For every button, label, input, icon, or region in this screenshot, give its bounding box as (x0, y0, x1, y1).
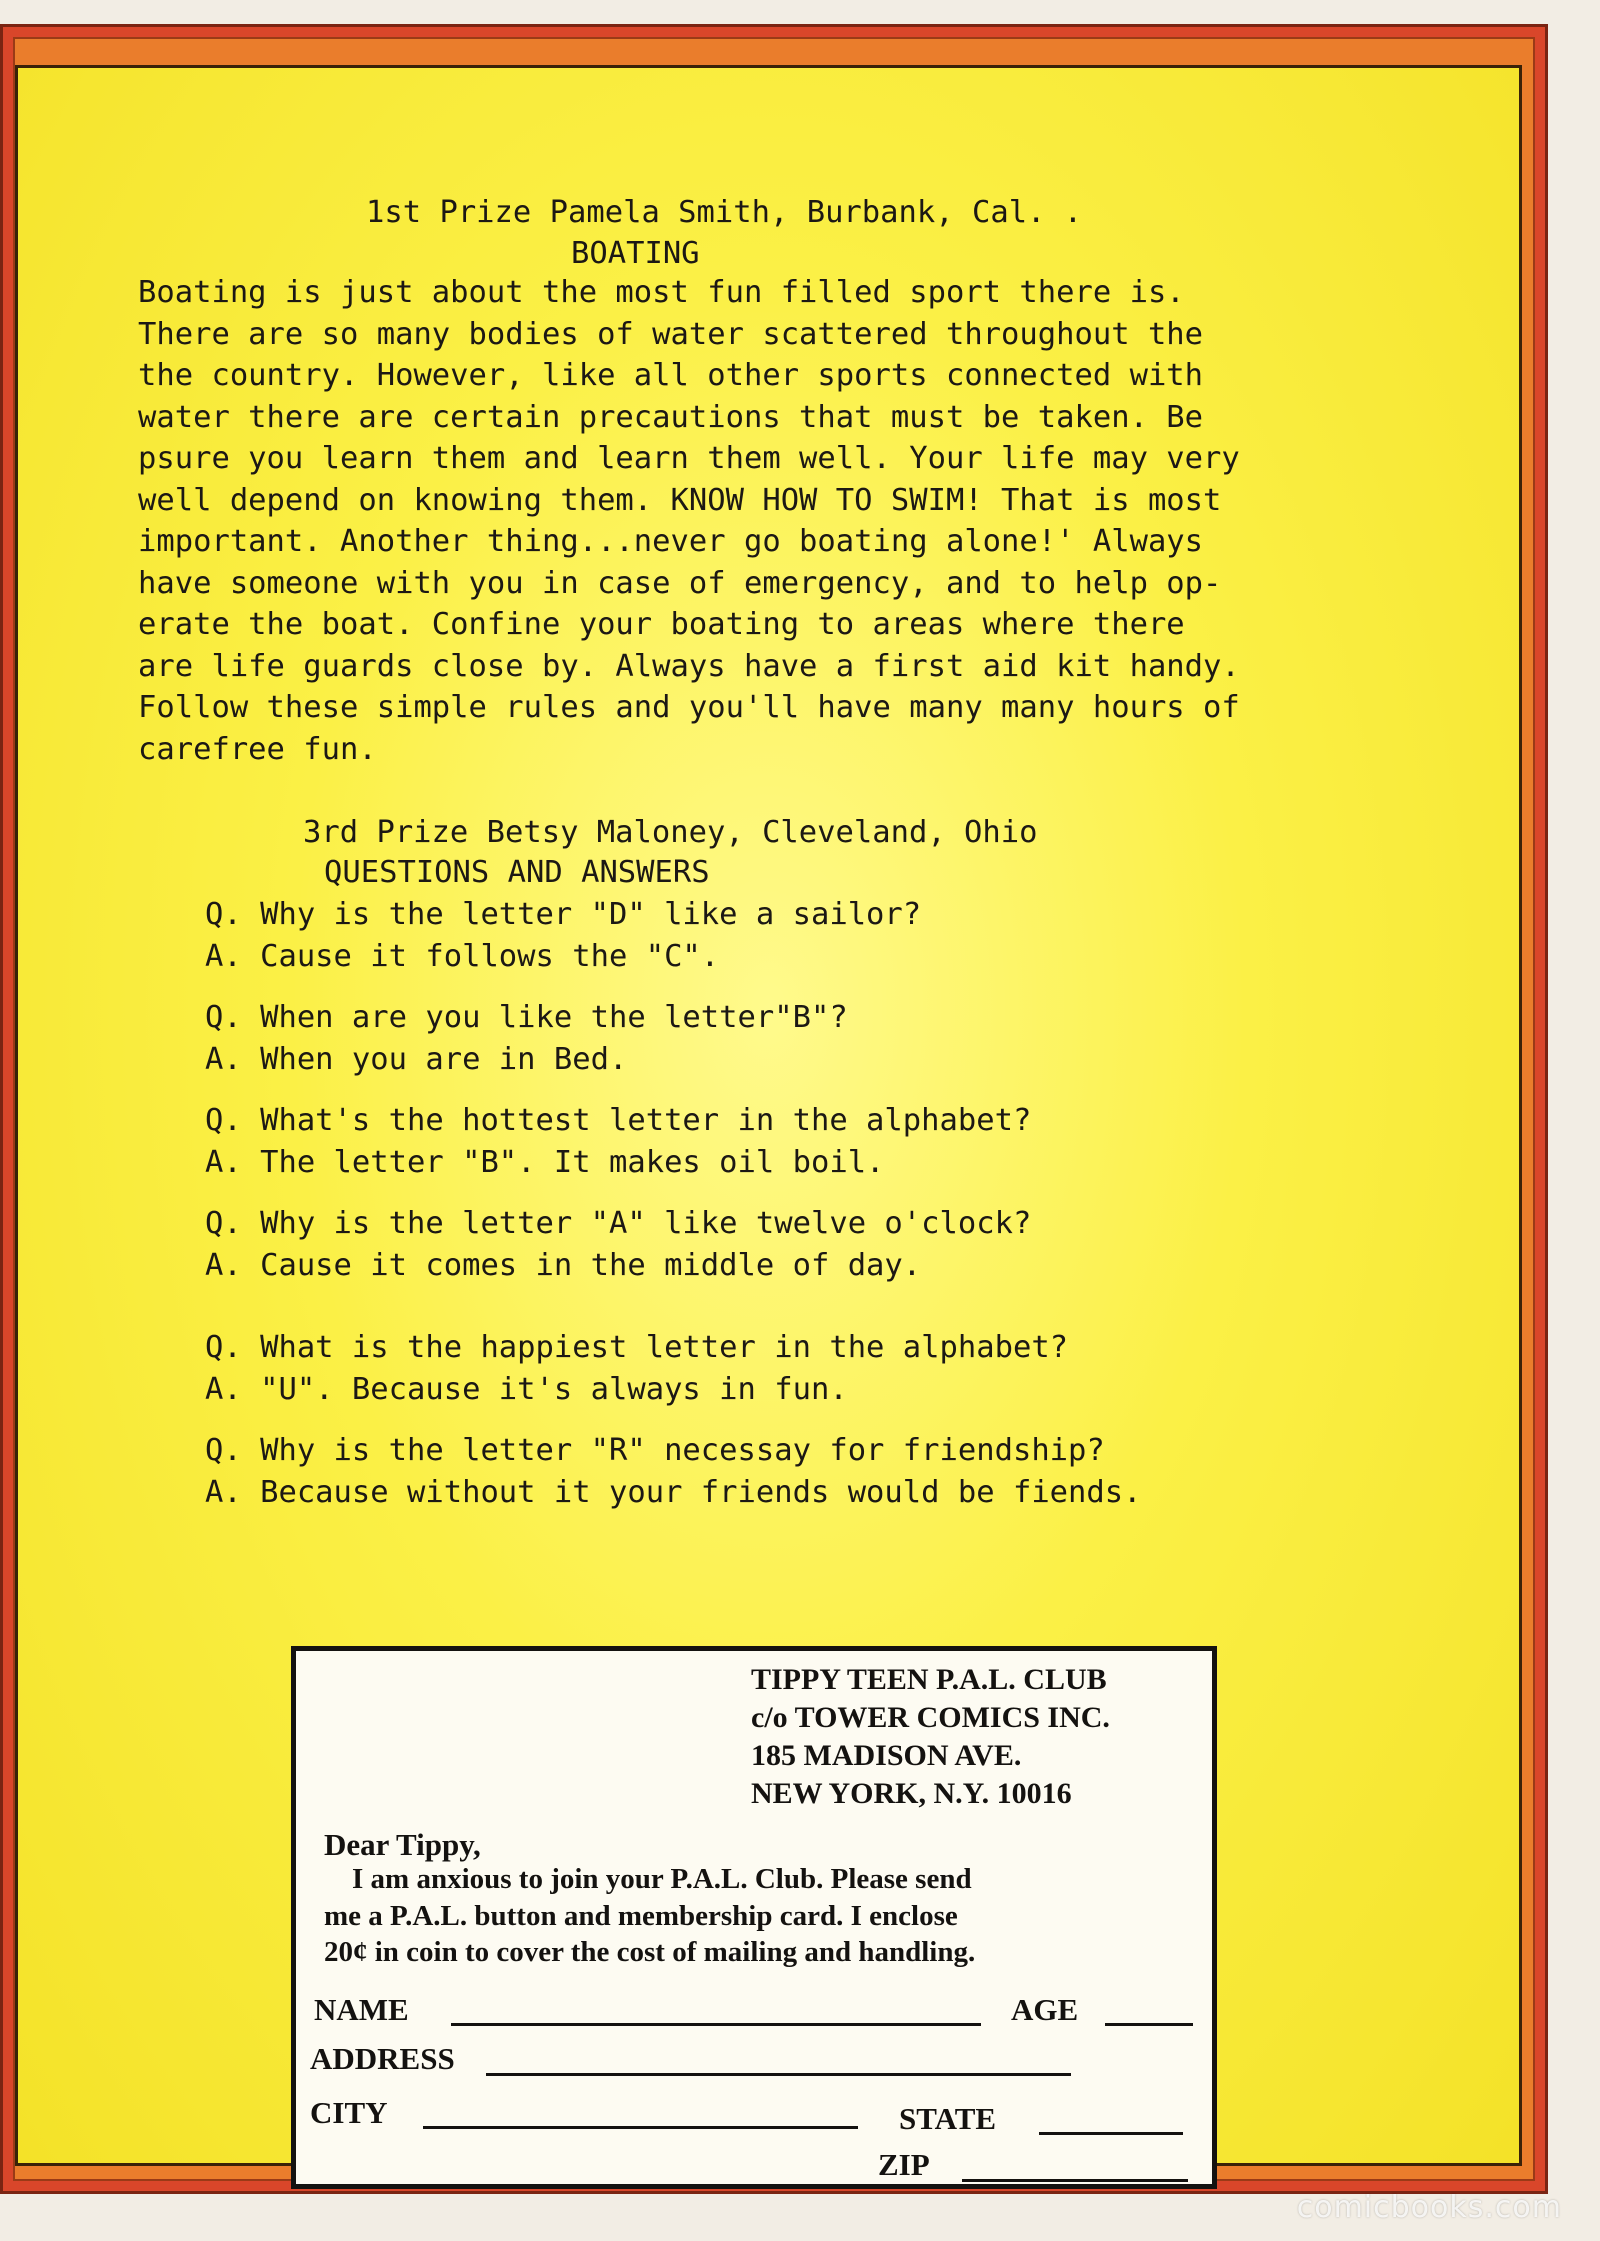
body-line: I am anxious to join your P.A.L. Club. Please send (352, 1863, 972, 1895)
city-field[interactable] (423, 2126, 858, 2129)
qa-item (205, 1430, 1142, 1513)
boating-heading: BOATING (571, 236, 700, 271)
state-field[interactable] (1039, 2132, 1183, 2135)
answer: A. Cause it follows the "C". (205, 938, 720, 974)
zip-label: ZIP (878, 2147, 930, 2182)
answer: A. When you are in Bed. (205, 1041, 628, 1077)
mailing-address (751, 1661, 1110, 1813)
question: Q. Why is the letter "R" necessay for friendship? (205, 1433, 1105, 1468)
essay-line: carefree fun. (138, 731, 377, 767)
yellow-panel (15, 65, 1522, 2182)
essay-line: important. Another thing...never go boating alone!' Always (138, 524, 1204, 559)
essay-line: psure you learn them and learn them well. Your life may very (138, 441, 1240, 476)
qa-item (205, 1327, 1068, 1410)
question: Q. What's the hottest letter in the alphabet? (205, 1103, 1032, 1138)
address-field[interactable] (486, 2073, 1071, 2076)
answer: A. Cause it comes in the middle of day. (205, 1247, 922, 1283)
question: Q. When are you like the letter"B"? (205, 1000, 848, 1035)
address-label: ADDRESS (310, 2041, 455, 2076)
qa-item (205, 997, 848, 1080)
essay-line: water there are certain precautions that must be taken. Be (138, 399, 1204, 435)
essay-line: are life guards close by. Always have a first aid kit handy. (138, 648, 1240, 684)
zip-field[interactable] (962, 2179, 1188, 2182)
question: Q. What is the happiest letter in the alphabet? (205, 1330, 1069, 1365)
coupon-body (324, 1861, 975, 1971)
essay-line: There are so many bodies of water scattered throughout the (138, 316, 1204, 352)
essay-line: have someone with you in case of emergency, and to help op- (138, 565, 1222, 601)
name-field[interactable] (451, 2023, 981, 2026)
membership-coupon (291, 1646, 1217, 2189)
essay-line: erate the boat. Confine your boating to areas where there (138, 607, 1185, 642)
address-line: NEW YORK, N.Y. 10016 (751, 1777, 1072, 1810)
essay-line: Boating is just about the most fun filled sport there is. (138, 275, 1185, 310)
third-prize-line: 3rd Prize Betsy Maloney, Cleveland, Ohio (303, 815, 1038, 850)
qa-item (205, 894, 921, 977)
body-line: me a P.A.L. button and membership card. I enclose (324, 1899, 958, 1932)
essay-line: well depend on knowing them. KNOW HOW TO SWIM! That is most (138, 482, 1222, 518)
comic-page (0, 24, 1548, 2194)
address-line: 185 MADISON AVE. (751, 1739, 1022, 1772)
essay-line: the country. However, like all other sports connected with (138, 358, 1204, 393)
page-frame (13, 37, 1535, 2181)
site-watermark: comicbooks.com (1296, 2190, 1562, 2225)
answer: A. "U". Because it's always in fun. (205, 1371, 848, 1407)
age-label: AGE (1011, 1992, 1079, 2027)
age-field[interactable] (1105, 2023, 1193, 2026)
first-prize-line: 1st Prize Pamela Smith, Burbank, Cal. . (366, 195, 1083, 230)
question: Q. Why is the letter "A" like twelve o'clock? (205, 1206, 1032, 1241)
qa-item (205, 1100, 1031, 1183)
essay-line: Follow these simple rules and you'll have many many hours of (138, 690, 1240, 725)
city-label: CITY (310, 2095, 388, 2130)
qa-item (205, 1203, 1031, 1286)
name-label: NAME (314, 1992, 409, 2027)
state-label: STATE (899, 2101, 997, 2136)
body-line: 20¢ in coin to cover the cost of mailing and handling. (324, 1936, 976, 1968)
boating-essay (138, 272, 1240, 770)
answer: A. The letter "B". It makes oil boil. (205, 1144, 885, 1180)
answer: A. Because without it your friends would be fiends. (205, 1474, 1142, 1510)
qa-heading: QUESTIONS AND ANSWERS (324, 855, 710, 890)
address-line: c/o TOWER COMICS INC. (751, 1701, 1110, 1734)
question: Q. Why is the letter "D" like a sailor? (205, 897, 922, 932)
salutation: Dear Tippy, (324, 1827, 481, 1862)
address-line: TIPPY TEEN P.A.L. CLUB (751, 1663, 1107, 1696)
